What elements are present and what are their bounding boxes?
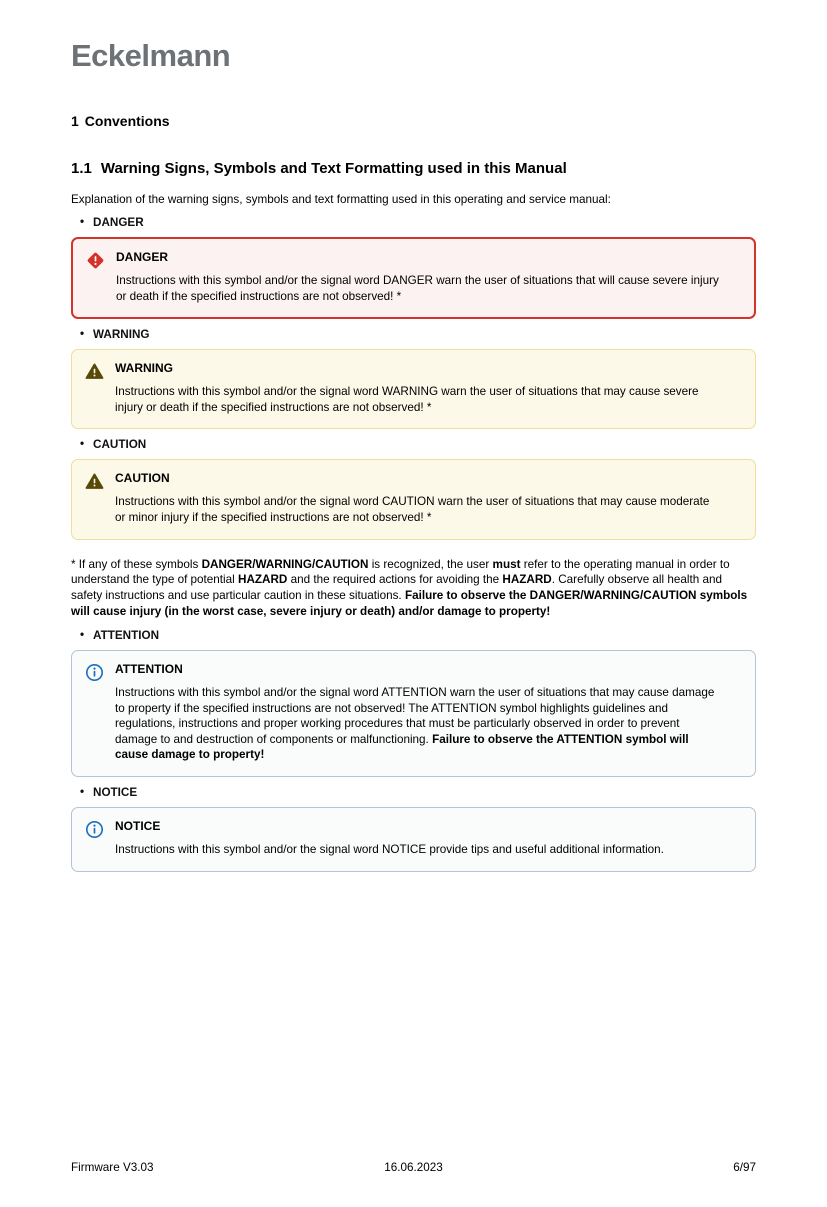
callout-body: Instructions with this symbol and/or the signal word DANGER warn the user of situations that will cause severe injury or death if the specified instructions are not observed! * [116, 274, 719, 303]
footer-firmware-version: Firmware V3.03 [71, 1161, 154, 1174]
danger-diamond-icon [86, 250, 116, 270]
page-content [0, 38, 827, 872]
danger-callout-box [71, 237, 756, 319]
callout-text [115, 662, 741, 763]
subsection-number: 1.1 [71, 160, 92, 177]
callout-body: Instructions with this symbol and/or the signal word WARNING warn the user of situations that may cause severe injury or death if the specified instructions are not observed! * [115, 385, 699, 414]
callout-text [115, 471, 741, 525]
info-circle-icon [85, 819, 115, 839]
callout-body: Instructions with this symbol and/or the signal word NOTICE provide tips and useful additional information. [115, 843, 664, 857]
section-heading [71, 113, 756, 129]
callout-text [115, 819, 741, 858]
bullet-item-attention: • ATTENTION [71, 629, 756, 642]
warning-callout-box [71, 349, 756, 429]
hazard-footnote-paragraph: * If any of these symbols DANGER/WARNING/CAUTION is recognized, the user must refer to the operating manual in order to understand the type of potential HAZARD and the required actions for avoiding the HAZARD. Carefully observe all health and safety instructions and use particular caution in these situations. Failure to observe the DANGER/WARNING/CAUTION symbols will cause injury (in the worst case, severe injury or death) and/or damage to property! [71, 557, 748, 619]
eckelmann-logo: Eckelmann [71, 38, 231, 73]
intro-paragraph: Explanation of the warning signs, symbols and text formatting used in this operating and service manual: [71, 193, 611, 206]
section-title: Conventions [84, 113, 170, 129]
warning-triangle-icon [85, 361, 115, 381]
section-number: 1 [71, 113, 79, 129]
callout-body: Instructions with this symbol and/or the signal word CAUTION warn the user of situations that may cause moderate or minor injury if the specified instructions are not observed! * [115, 495, 710, 525]
callout-title: DANGER [116, 250, 169, 265]
bullet-item-warning: • WARNING [71, 328, 756, 341]
attention-callout-box [71, 650, 756, 777]
callout-title: WARNING [115, 361, 173, 376]
caution-callout-box [71, 459, 756, 539]
callout-body: Instructions with this symbol and/or the signal word ATTENTION warn the user of situations that may cause damage to property if the specified instructions are not observed! The ATTENTION symbol highlights guidelines and regulations, instructions and proper working procedures that must be particularly observed in order to prevent damage to and destruction of components or malfunctioning. Failure to observe the ATTENTION symbol will cause damage to property! [115, 686, 715, 762]
page-footer [0, 1161, 827, 1177]
bullet-item-caution: • CAUTION [71, 438, 756, 451]
footer-date: 16.06.2023 [384, 1161, 443, 1174]
callout-text [115, 361, 741, 415]
bullet-item-danger: • DANGER [71, 216, 756, 229]
warning-triangle-icon [85, 471, 115, 491]
footer-page-number: 6/97 [733, 1161, 756, 1174]
info-circle-icon [85, 662, 115, 682]
callout-title: ATTENTION [115, 662, 183, 677]
callout-text [116, 250, 740, 304]
subsection-title: Warning Signs, Symbols and Text Formatting used in this Manual [100, 160, 567, 177]
bullet-item-notice: • NOTICE [71, 786, 756, 799]
notice-callout-box [71, 807, 756, 872]
callout-title: NOTICE [115, 819, 161, 834]
subsection-heading [71, 160, 756, 177]
callout-title: CAUTION [115, 471, 170, 486]
